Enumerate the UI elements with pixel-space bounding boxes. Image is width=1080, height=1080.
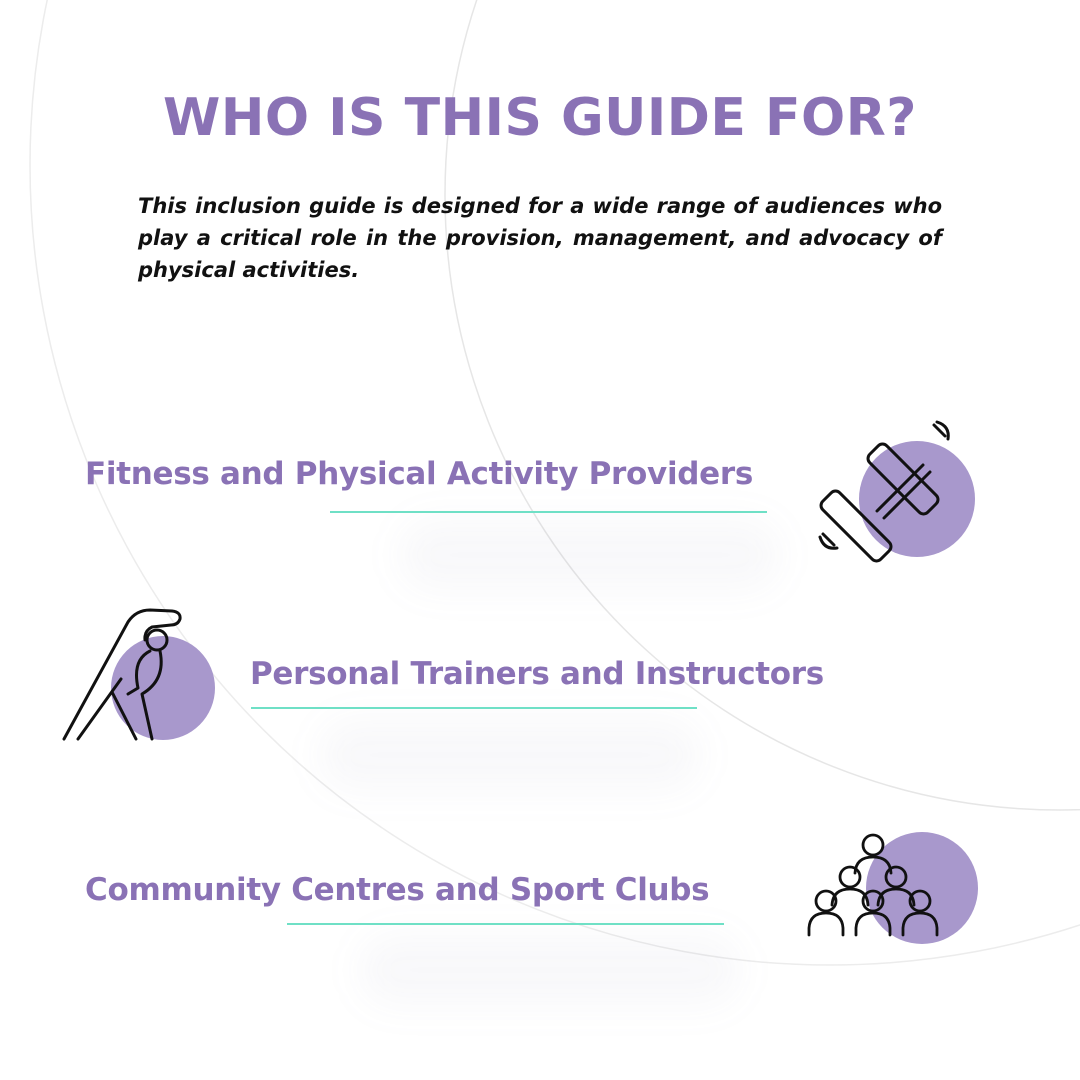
page-title: WHO IS THIS GUIDE FOR? <box>163 88 917 148</box>
audience-underline <box>287 923 724 925</box>
stretching-person-icon <box>55 600 225 750</box>
audience-label-personal-trainers: Personal Trainers and Instructors <box>250 656 824 692</box>
audience-underline <box>330 511 767 513</box>
audience-label-community-centres: Community Centres and Sport Clubs <box>85 872 710 908</box>
card-shadow <box>400 520 780 590</box>
group-of-people-icon <box>800 825 985 950</box>
card-shadow <box>320 720 700 790</box>
intro-paragraph: This inclusion guide is designed for a wide range of audiences who play a critical role in the provision, management, and advocacy of physical activities. <box>138 194 942 282</box>
audience-underline <box>251 707 697 709</box>
card-shadow <box>360 935 740 1005</box>
audience-label-fitness-providers: Fitness and Physical Activity Providers <box>85 456 754 492</box>
dumbbell-icon <box>810 410 990 570</box>
